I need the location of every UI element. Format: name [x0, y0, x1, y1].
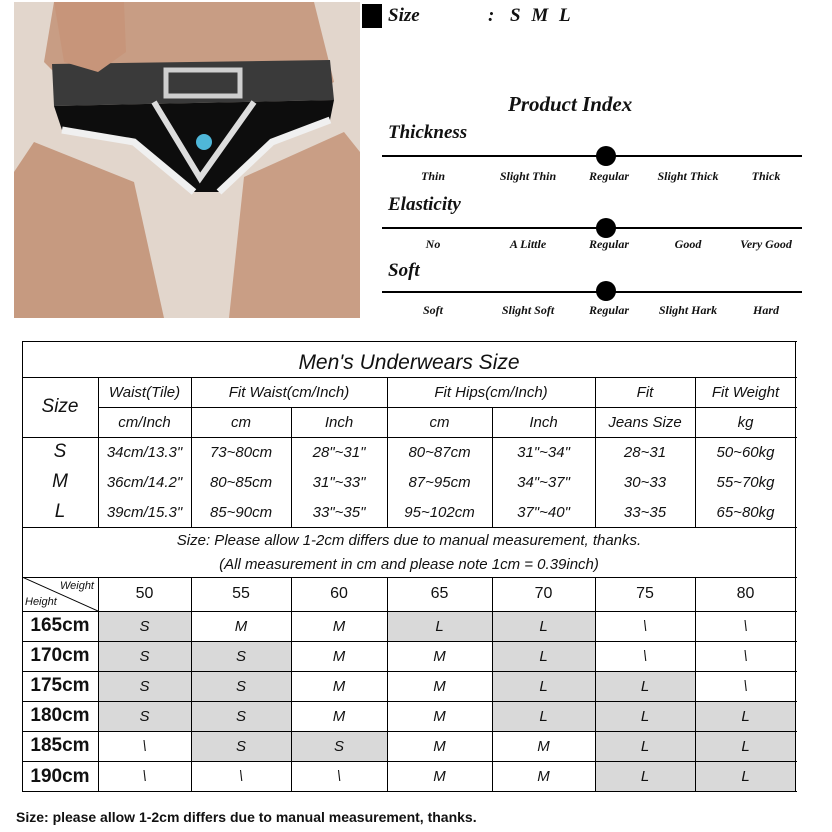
elasticity-scale-line — [382, 227, 802, 229]
black-square-bullet — [362, 4, 382, 28]
table-cell: 31"~33" — [312, 473, 366, 491]
fit-cell: M — [433, 677, 446, 695]
soft-option: Hard — [752, 303, 779, 317]
table-hline — [22, 341, 797, 342]
thickness-option: Slight Thick — [657, 169, 719, 183]
table-vline — [98, 577, 99, 792]
table-cell: 85~90cm — [209, 503, 273, 521]
elasticity-heading: Elasticity — [388, 194, 461, 215]
elasticity-option: A Little — [509, 237, 547, 251]
soft-option: Soft — [422, 303, 443, 317]
elasticity-option: No — [425, 237, 441, 251]
table-hline — [22, 527, 797, 528]
fit-cell: \ — [642, 647, 648, 665]
fit-cell: \ — [142, 737, 147, 755]
table-vline — [492, 577, 493, 792]
table-cell: 28"~31" — [312, 443, 366, 461]
thickness-marker — [596, 146, 616, 166]
fit-cell: \ — [743, 617, 748, 635]
weight-height-corner — [22, 577, 98, 611]
table-subheader: Inch — [324, 413, 354, 431]
weight-header: 60 — [330, 585, 348, 602]
table-cell: 80~85cm — [209, 473, 273, 491]
height-row-label: 175cm — [30, 675, 90, 696]
size-values: S M L — [510, 5, 574, 26]
height-row-label: 185cm — [30, 735, 90, 756]
footer-note: Size: please allow 1-2cm differs due to manual measurement, thanks. — [16, 809, 477, 825]
fit-cell: M — [433, 647, 446, 665]
weight-header: 55 — [232, 585, 250, 602]
fit-cell: \ — [238, 768, 244, 785]
size-row-label: M — [52, 471, 68, 492]
height-row-label: 180cm — [30, 705, 90, 726]
corner-weight-label: Weight — [59, 580, 94, 592]
measurement-conversion-note: (All measurement in cm and please note 1cm = 0.39inch) — [219, 556, 599, 573]
table-header: Fit Hips(cm/Inch) — [434, 383, 548, 401]
table-vline — [492, 407, 493, 528]
height-row-label: 170cm — [30, 645, 90, 666]
table-hline — [22, 611, 797, 612]
fit-cell: L — [435, 617, 444, 635]
table-hline — [22, 671, 797, 672]
fit-cell: M — [433, 768, 446, 785]
elasticity-option: Very Good — [740, 237, 792, 251]
table-header: Fit Waist(cm/Inch) — [228, 383, 350, 401]
fit-cell: S — [235, 647, 246, 665]
product-photo — [14, 2, 360, 318]
table-hline — [22, 437, 797, 438]
soft-option: Slight Hark — [658, 303, 718, 317]
table-hline — [22, 641, 797, 642]
fit-cell: \ — [142, 768, 147, 785]
fit-cell: \ — [743, 647, 748, 665]
weight-header: 75 — [636, 585, 654, 602]
fit-cell: S — [235, 737, 246, 755]
table-vline — [98, 377, 99, 528]
table-vline — [291, 577, 292, 792]
table-subheader: Jeans Size — [608, 413, 682, 431]
fit-cell: L — [539, 647, 548, 665]
table-hline — [22, 791, 797, 792]
table-cell: 73~80cm — [209, 443, 273, 461]
table-vline — [291, 407, 292, 528]
table-title: Men's Underwears Size — [298, 351, 520, 374]
fit-cell: M — [433, 737, 446, 755]
table-vline — [695, 577, 696, 792]
table-cell: 65~80kg — [716, 503, 775, 521]
table-cell: 34cm/13.3" — [106, 443, 183, 461]
thickness-scale-line — [382, 155, 802, 157]
table-subheader: cm — [231, 413, 251, 431]
table-cell: 34"~37" — [517, 473, 570, 491]
table-vline — [795, 341, 796, 792]
table-cell: 80~87cm — [408, 443, 471, 461]
table-cell: 39cm/15.3" — [106, 503, 183, 521]
fit-cell: M — [332, 647, 346, 665]
size-chart-table — [22, 341, 796, 792]
fit-cell: M — [537, 768, 550, 785]
measurement-note: Size: Please allow 1-2cm differs due to manual measurement, thanks. — [176, 531, 642, 549]
soft-option: Slight Soft — [501, 303, 555, 317]
elasticity-option: Regular — [588, 237, 629, 251]
table-cell: 31"~34" — [517, 443, 570, 461]
size-row-label: S — [53, 441, 67, 462]
size-column-header: Size — [41, 396, 79, 417]
table-header: Fit — [636, 383, 654, 401]
fit-cell: S — [139, 707, 150, 725]
weight-header: 65 — [430, 585, 449, 602]
elasticity-marker — [596, 218, 616, 238]
table-header: Fit Weight — [711, 383, 780, 401]
table-vline — [22, 341, 23, 792]
table-hline — [22, 761, 797, 762]
table-vline — [387, 377, 388, 528]
fit-cell: S — [333, 737, 344, 755]
table-vline — [191, 577, 192, 792]
height-row-label: 165cm — [30, 615, 90, 636]
table-cell: 28~31 — [623, 443, 667, 461]
table-header: Waist(Tile) — [108, 383, 181, 401]
fit-cell: \ — [743, 677, 748, 695]
fit-cell: S — [235, 707, 246, 725]
fit-cell: M — [234, 617, 248, 635]
table-cell: 33~35 — [623, 503, 667, 521]
table-hline — [22, 701, 797, 702]
soft-scale-line — [382, 291, 802, 293]
fit-cell: L — [539, 617, 548, 635]
table-subheader: cm — [429, 413, 450, 431]
fit-cell: S — [139, 677, 150, 695]
table-subheader: kg — [737, 413, 754, 431]
table-vline — [387, 577, 388, 792]
thickness-option: Slight Thin — [499, 169, 557, 183]
table-subheader: Inch — [529, 413, 558, 431]
fit-cell: L — [640, 707, 650, 725]
soft-option: Regular — [588, 303, 629, 317]
fit-cell: M — [433, 707, 446, 725]
fit-cell: S — [235, 677, 246, 695]
table-vline — [695, 377, 696, 528]
table-cell: 87~95cm — [408, 473, 471, 491]
fit-cell: M — [332, 617, 346, 635]
corner-height-label: Height — [25, 596, 57, 608]
fit-cell: L — [741, 768, 750, 785]
fit-cell: S — [139, 617, 150, 635]
fit-cell: L — [539, 677, 548, 695]
table-hline — [22, 731, 797, 732]
thickness-option: Thick — [751, 169, 781, 183]
table-hline — [22, 577, 797, 578]
weight-header: 50 — [135, 585, 154, 602]
fit-cell: L — [741, 707, 750, 725]
fit-cell: L — [640, 737, 650, 755]
fit-cell: \ — [642, 617, 648, 635]
table-cell: 30~33 — [623, 473, 667, 491]
product-index-title: Product Index — [508, 92, 633, 116]
size-row-label: L — [54, 501, 66, 522]
size-header — [362, 4, 662, 28]
fit-cell: M — [332, 707, 346, 725]
height-row-label: 190cm — [30, 765, 90, 787]
table-cell: 36cm/14.2" — [106, 473, 183, 491]
thickness-option: Thin — [420, 169, 445, 183]
fit-cell: M — [332, 677, 346, 695]
table-cell: 50~60kg — [716, 443, 775, 461]
table-subheader: cm/Inch — [118, 413, 171, 431]
fit-cell: L — [640, 677, 650, 695]
table-cell: 37"~40" — [517, 503, 570, 521]
fit-cell: S — [139, 647, 150, 665]
fit-cell: L — [741, 737, 750, 755]
weight-header: 80 — [736, 585, 755, 602]
weight-header: 70 — [534, 585, 553, 602]
thickness-option: Regular — [588, 169, 629, 183]
thickness-heading: Thickness — [388, 122, 468, 143]
fit-cell: L — [640, 768, 650, 785]
table-hline — [22, 377, 797, 378]
soft-marker — [596, 281, 616, 301]
table-vline — [595, 377, 596, 528]
fit-cell: L — [539, 707, 548, 725]
fit-cell: M — [537, 737, 550, 755]
corner-diagonal — [22, 577, 98, 611]
table-hline — [98, 407, 797, 408]
table-cell: 33"~35" — [312, 503, 366, 521]
soft-heading: Soft — [388, 260, 420, 281]
size-colon: : — [488, 5, 495, 26]
size-label: Size — [388, 5, 420, 26]
table-vline — [595, 577, 596, 792]
elasticity-option: Good — [674, 237, 702, 251]
table-cell: 95~102cm — [404, 503, 475, 521]
fit-cell: \ — [336, 768, 342, 785]
table-cell: 55~70kg — [716, 473, 775, 491]
table-vline — [191, 377, 192, 528]
